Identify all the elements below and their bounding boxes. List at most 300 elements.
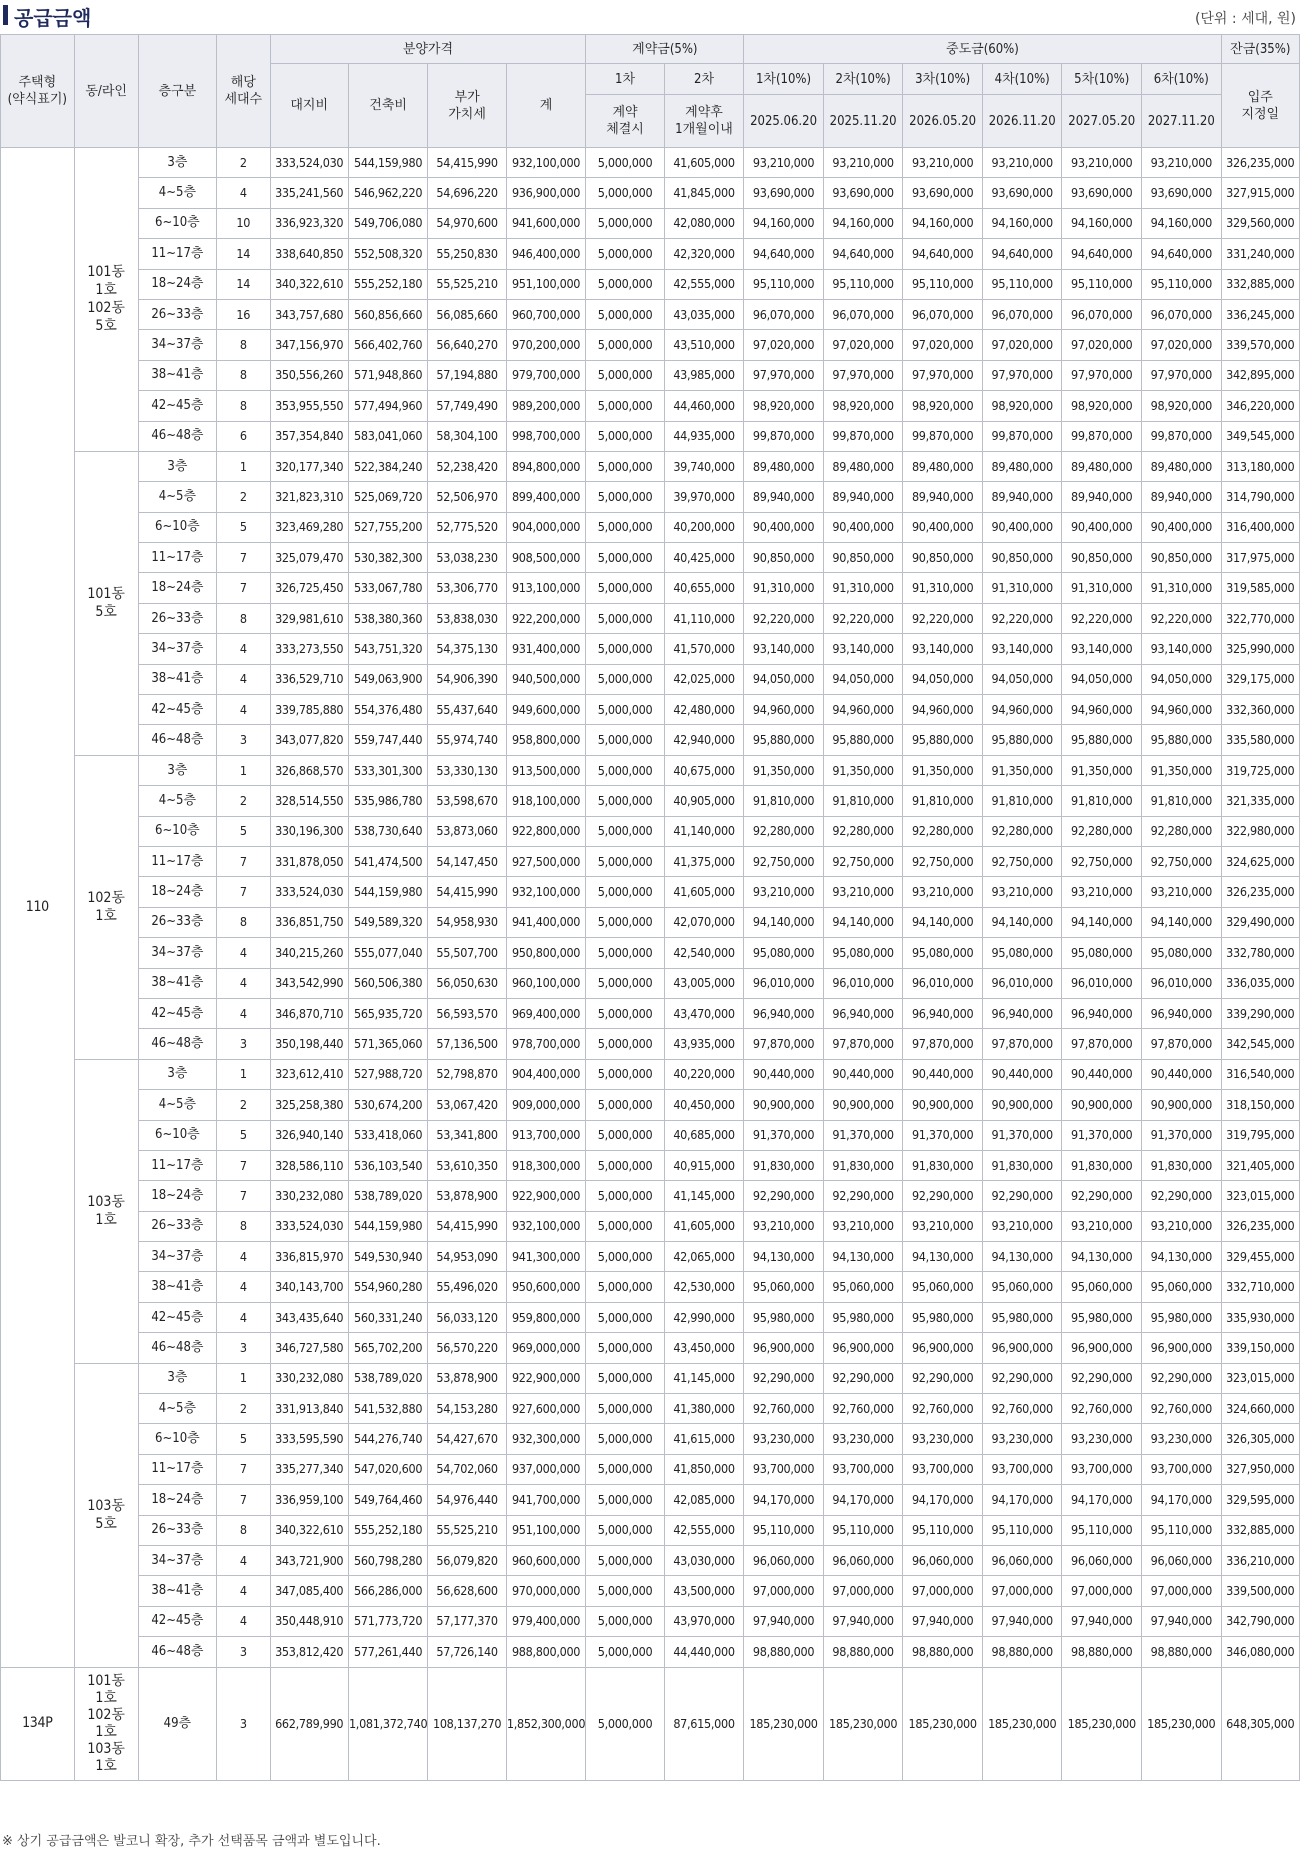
- table-row: [1, 907, 1300, 937]
- amount-cell: 92,760,000: [1062, 1394, 1142, 1424]
- amount-cell: 989,200,000: [506, 391, 586, 421]
- amount-cell: 92,290,000: [1142, 1363, 1222, 1393]
- units-cell: 7: [217, 543, 270, 573]
- amount-cell: 97,020,000: [903, 330, 983, 360]
- amount-cell: 323,612,410: [270, 1059, 348, 1089]
- amount-cell: 94,170,000: [823, 1485, 903, 1515]
- amount-cell: 92,750,000: [903, 846, 983, 876]
- amount-cell: 96,940,000: [1142, 998, 1222, 1028]
- amount-cell: 91,350,000: [1062, 755, 1142, 785]
- amount-cell: 93,210,000: [1062, 1211, 1142, 1241]
- amount-cell: 41,845,000: [664, 178, 744, 208]
- floor-cell: 6~10층: [138, 512, 216, 542]
- amount-cell: 91,310,000: [823, 573, 903, 603]
- table-row: [1, 1181, 1300, 1211]
- table-row: [1, 1363, 1300, 1393]
- amount-cell: 336,815,970: [270, 1242, 348, 1272]
- amount-cell: 1,852,300,000: [506, 1667, 586, 1780]
- amount-cell: 92,750,000: [982, 846, 1062, 876]
- units-cell: 4: [217, 1545, 270, 1575]
- amount-cell: 566,286,000: [348, 1576, 428, 1606]
- amount-cell: 98,880,000: [823, 1637, 903, 1667]
- amount-cell: 41,605,000: [664, 877, 744, 907]
- amount-cell: 326,235,000: [1221, 148, 1299, 178]
- floor-cell: 3층: [138, 148, 216, 178]
- amount-cell: 91,310,000: [982, 573, 1062, 603]
- amount-cell: 95,110,000: [1142, 1515, 1222, 1545]
- header-deposit-2-when: 계약후 1개월이내: [664, 95, 744, 148]
- table-row: [1, 1333, 1300, 1363]
- amount-cell: 342,895,000: [1221, 360, 1299, 390]
- amount-cell: 544,159,980: [348, 877, 428, 907]
- header-balance-when: 입주 지정일: [1221, 64, 1299, 148]
- amount-cell: 42,025,000: [664, 664, 744, 694]
- footnote: ※ 상기 공급금액은 발코니 확장, 추가 선택품목 금액과 별도입니다.: [2, 1834, 381, 1849]
- table-row: [1, 938, 1300, 968]
- amount-cell: 350,198,440: [270, 1029, 348, 1059]
- amount-cell: 346,727,580: [270, 1333, 348, 1363]
- amount-cell: 52,506,970: [428, 482, 506, 512]
- amount-cell: 321,823,310: [270, 482, 348, 512]
- amount-cell: 566,402,760: [348, 330, 428, 360]
- amount-cell: 340,215,260: [270, 938, 348, 968]
- amount-cell: 530,382,300: [348, 543, 428, 573]
- amount-cell: 931,400,000: [506, 634, 586, 664]
- amount-cell: 335,241,560: [270, 178, 348, 208]
- amount-cell: 314,790,000: [1221, 482, 1299, 512]
- amount-cell: 93,210,000: [1062, 148, 1142, 178]
- floor-cell: 3층: [138, 1059, 216, 1089]
- amount-cell: 99,870,000: [1142, 421, 1222, 451]
- floor-cell: 4~5층: [138, 786, 216, 816]
- units-cell: 8: [217, 360, 270, 390]
- floor-cell: 46~48층: [138, 1029, 216, 1059]
- amount-cell: 95,080,000: [823, 938, 903, 968]
- amount-cell: 40,200,000: [664, 512, 744, 542]
- amount-cell: 92,290,000: [744, 1363, 824, 1393]
- amount-cell: 41,615,000: [664, 1424, 744, 1454]
- dong-line-cell: 103동 5호: [74, 1363, 138, 1667]
- amount-cell: 41,140,000: [664, 816, 744, 846]
- amount-cell: 5,000,000: [586, 695, 664, 725]
- amount-cell: 346,080,000: [1221, 1637, 1299, 1667]
- amount-cell: 90,850,000: [1142, 543, 1222, 573]
- units-cell: 3: [217, 1029, 270, 1059]
- floor-cell: 4~5층: [138, 178, 216, 208]
- floor-cell: 42~45층: [138, 1302, 216, 1332]
- amount-cell: 53,873,060: [428, 816, 506, 846]
- amount-cell: 95,110,000: [903, 1515, 983, 1545]
- amount-cell: 5,000,000: [586, 725, 664, 755]
- amount-cell: 56,079,820: [428, 1545, 506, 1575]
- amount-cell: 339,290,000: [1221, 998, 1299, 1028]
- amount-cell: 347,156,970: [270, 330, 348, 360]
- floor-cell: 3층: [138, 755, 216, 785]
- amount-cell: 329,175,000: [1221, 664, 1299, 694]
- amount-cell: 91,810,000: [1142, 786, 1222, 816]
- amount-cell: 357,354,840: [270, 421, 348, 451]
- amount-cell: 54,970,600: [428, 208, 506, 238]
- amount-cell: 92,750,000: [823, 846, 903, 876]
- table-row: [1, 360, 1300, 390]
- header-interim-1: 1차(10%): [744, 64, 824, 95]
- amount-cell: 96,940,000: [1062, 998, 1142, 1028]
- floor-cell: 18~24층: [138, 877, 216, 907]
- amount-cell: 329,595,000: [1221, 1485, 1299, 1515]
- amount-cell: 98,920,000: [903, 391, 983, 421]
- amount-cell: 54,153,280: [428, 1394, 506, 1424]
- amount-cell: 91,810,000: [903, 786, 983, 816]
- amount-cell: 560,331,240: [348, 1302, 428, 1332]
- amount-cell: 57,749,490: [428, 391, 506, 421]
- amount-cell: 340,322,610: [270, 1515, 348, 1545]
- header-deposit-1-when: 계약 체결시: [586, 95, 664, 148]
- amount-cell: 92,220,000: [823, 603, 903, 633]
- amount-cell: 336,245,000: [1221, 299, 1299, 329]
- table-row: [1, 1667, 1300, 1780]
- table-row: [1, 1029, 1300, 1059]
- amount-cell: 93,210,000: [823, 877, 903, 907]
- amount-cell: 946,400,000: [506, 239, 586, 269]
- amount-cell: 533,067,780: [348, 573, 428, 603]
- amount-cell: 5,000,000: [586, 1545, 664, 1575]
- amount-cell: 5,000,000: [586, 998, 664, 1028]
- amount-cell: 5,000,000: [586, 938, 664, 968]
- amount-cell: 96,070,000: [903, 299, 983, 329]
- amount-cell: 54,427,670: [428, 1424, 506, 1454]
- amount-cell: 41,570,000: [664, 634, 744, 664]
- amount-cell: 343,077,820: [270, 725, 348, 755]
- units-cell: 8: [217, 1211, 270, 1241]
- floor-cell: 26~33층: [138, 1211, 216, 1241]
- amount-cell: 98,880,000: [1142, 1637, 1222, 1667]
- amount-cell: 52,798,870: [428, 1059, 506, 1089]
- header-deposit-1: 1차: [586, 64, 664, 95]
- amount-cell: 317,975,000: [1221, 543, 1299, 573]
- amount-cell: 43,970,000: [664, 1606, 744, 1636]
- amount-cell: 5,000,000: [586, 603, 664, 633]
- table-row: [1, 1394, 1300, 1424]
- amount-cell: 331,878,050: [270, 846, 348, 876]
- amount-cell: 346,220,000: [1221, 391, 1299, 421]
- amount-cell: 44,440,000: [664, 1637, 744, 1667]
- amount-cell: 350,448,910: [270, 1606, 348, 1636]
- header-interim-2: 2차(10%): [823, 64, 903, 95]
- amount-cell: 323,015,000: [1221, 1363, 1299, 1393]
- floor-cell: 26~33층: [138, 1515, 216, 1545]
- amount-cell: 92,290,000: [823, 1181, 903, 1211]
- amount-cell: 93,700,000: [823, 1454, 903, 1484]
- amount-cell: 525,069,720: [348, 482, 428, 512]
- amount-cell: 41,850,000: [664, 1454, 744, 1484]
- amount-cell: 90,900,000: [1142, 1090, 1222, 1120]
- table-row: [1, 877, 1300, 907]
- amount-cell: 93,210,000: [903, 148, 983, 178]
- amount-cell: 93,230,000: [1062, 1424, 1142, 1454]
- amount-cell: 5,000,000: [586, 148, 664, 178]
- units-cell: 1: [217, 1363, 270, 1393]
- amount-cell: 904,400,000: [506, 1059, 586, 1089]
- table-row: [1, 299, 1300, 329]
- amount-cell: 95,060,000: [982, 1272, 1062, 1302]
- amount-cell: 97,970,000: [823, 360, 903, 390]
- units-cell: 1: [217, 755, 270, 785]
- header-interim-3-date: 2026.05.20: [903, 95, 983, 148]
- amount-cell: 533,418,060: [348, 1120, 428, 1150]
- amount-cell: 94,640,000: [823, 239, 903, 269]
- amount-cell: 91,830,000: [1062, 1150, 1142, 1180]
- amount-cell: 41,145,000: [664, 1363, 744, 1393]
- amount-cell: 40,675,000: [664, 755, 744, 785]
- amount-cell: 97,970,000: [1062, 360, 1142, 390]
- amount-cell: 93,140,000: [903, 634, 983, 664]
- amount-cell: 326,235,000: [1221, 1211, 1299, 1241]
- amount-cell: 92,220,000: [903, 603, 983, 633]
- floor-cell: 11~17층: [138, 1150, 216, 1180]
- supply-price-table: [0, 34, 1300, 1781]
- header-interim-1-date: 2025.06.20: [744, 95, 824, 148]
- amount-cell: 94,640,000: [1062, 239, 1142, 269]
- floor-cell: 11~17층: [138, 239, 216, 269]
- amount-cell: 185,230,000: [903, 1667, 983, 1780]
- header-house-type: 주택형 (약식표기): [1, 35, 75, 148]
- table-row: [1, 178, 1300, 208]
- amount-cell: 95,060,000: [744, 1272, 824, 1302]
- amount-cell: 96,940,000: [823, 998, 903, 1028]
- house-type-cell: 134P: [1, 1667, 75, 1780]
- amount-cell: 336,959,100: [270, 1485, 348, 1515]
- amount-cell: 5,000,000: [586, 816, 664, 846]
- amount-cell: 343,757,680: [270, 299, 348, 329]
- amount-cell: 97,000,000: [903, 1576, 983, 1606]
- floor-cell: 49층: [138, 1667, 216, 1780]
- header-interim: 중도금(60%): [744, 35, 1221, 64]
- amount-cell: 332,710,000: [1221, 1272, 1299, 1302]
- amount-cell: 42,065,000: [664, 1242, 744, 1272]
- amount-cell: 98,880,000: [1062, 1637, 1142, 1667]
- amount-cell: 941,700,000: [506, 1485, 586, 1515]
- amount-cell: 538,789,020: [348, 1363, 428, 1393]
- amount-cell: 92,290,000: [1142, 1181, 1222, 1211]
- amount-cell: 96,010,000: [744, 968, 824, 998]
- table-row: [1, 998, 1300, 1028]
- amount-cell: 94,160,000: [823, 208, 903, 238]
- amount-cell: 323,015,000: [1221, 1181, 1299, 1211]
- amount-cell: 52,775,520: [428, 512, 506, 542]
- amount-cell: 347,085,400: [270, 1576, 348, 1606]
- amount-cell: 96,010,000: [1062, 968, 1142, 998]
- amount-cell: 91,350,000: [1142, 755, 1222, 785]
- amount-cell: 960,100,000: [506, 968, 586, 998]
- amount-cell: 92,290,000: [903, 1363, 983, 1393]
- amount-cell: 94,160,000: [744, 208, 824, 238]
- header-total: 계: [506, 64, 586, 148]
- amount-cell: 94,140,000: [1062, 907, 1142, 937]
- amount-cell: 5,000,000: [586, 846, 664, 876]
- amount-cell: 565,702,200: [348, 1333, 428, 1363]
- amount-cell: 533,301,300: [348, 755, 428, 785]
- amount-cell: 42,940,000: [664, 725, 744, 755]
- amount-cell: 93,210,000: [1142, 1211, 1222, 1241]
- amount-cell: 339,570,000: [1221, 330, 1299, 360]
- amount-cell: 543,751,320: [348, 634, 428, 664]
- floor-cell: 6~10층: [138, 816, 216, 846]
- floor-cell: 42~45층: [138, 998, 216, 1028]
- amount-cell: 941,600,000: [506, 208, 586, 238]
- amount-cell: 950,600,000: [506, 1272, 586, 1302]
- amount-cell: 549,706,080: [348, 208, 428, 238]
- amount-cell: 185,230,000: [823, 1667, 903, 1780]
- amount-cell: 94,130,000: [823, 1242, 903, 1272]
- amount-cell: 95,060,000: [1142, 1272, 1222, 1302]
- amount-cell: 97,870,000: [982, 1029, 1062, 1059]
- table-row: [1, 1150, 1300, 1180]
- amount-cell: 93,210,000: [744, 148, 824, 178]
- amount-cell: 92,220,000: [744, 603, 824, 633]
- units-cell: 4: [217, 968, 270, 998]
- amount-cell: 91,370,000: [823, 1120, 903, 1150]
- amount-cell: 936,900,000: [506, 178, 586, 208]
- amount-cell: 90,440,000: [1142, 1059, 1222, 1089]
- amount-cell: 5,000,000: [586, 1333, 664, 1363]
- amount-cell: 899,400,000: [506, 482, 586, 512]
- amount-cell: 95,980,000: [1062, 1302, 1142, 1332]
- units-cell: 14: [217, 239, 270, 269]
- amount-cell: 44,460,000: [664, 391, 744, 421]
- amount-cell: 5,000,000: [586, 968, 664, 998]
- amount-cell: 5,000,000: [586, 1515, 664, 1545]
- amount-cell: 93,210,000: [1142, 877, 1222, 907]
- floor-cell: 42~45층: [138, 1606, 216, 1636]
- amount-cell: 56,628,600: [428, 1576, 506, 1606]
- amount-cell: 316,540,000: [1221, 1059, 1299, 1089]
- amount-cell: 89,940,000: [823, 482, 903, 512]
- amount-cell: 96,060,000: [903, 1545, 983, 1575]
- amount-cell: 339,150,000: [1221, 1333, 1299, 1363]
- amount-cell: 53,838,030: [428, 603, 506, 633]
- amount-cell: 93,690,000: [823, 178, 903, 208]
- amount-cell: 342,545,000: [1221, 1029, 1299, 1059]
- amount-cell: 53,878,900: [428, 1363, 506, 1393]
- amount-cell: 583,041,060: [348, 421, 428, 451]
- amount-cell: 331,240,000: [1221, 239, 1299, 269]
- table-row: [1, 968, 1300, 998]
- amount-cell: 93,140,000: [982, 634, 1062, 664]
- amount-cell: 97,000,000: [823, 1576, 903, 1606]
- amount-cell: 96,010,000: [903, 968, 983, 998]
- amount-cell: 93,700,000: [744, 1454, 824, 1484]
- amount-cell: 53,610,350: [428, 1150, 506, 1180]
- header-vat: 부가 가치세: [428, 64, 506, 148]
- amount-cell: 988,800,000: [506, 1637, 586, 1667]
- amount-cell: 94,170,000: [744, 1485, 824, 1515]
- amount-cell: 5,000,000: [586, 512, 664, 542]
- amount-cell: 97,020,000: [982, 330, 1062, 360]
- amount-cell: 52,238,420: [428, 451, 506, 481]
- amount-cell: 94,960,000: [903, 695, 983, 725]
- amount-cell: 87,615,000: [664, 1667, 744, 1780]
- header-interim-5-date: 2027.05.20: [1062, 95, 1142, 148]
- amount-cell: 93,210,000: [1142, 148, 1222, 178]
- table-row: [1, 543, 1300, 573]
- floor-cell: 42~45층: [138, 391, 216, 421]
- amount-cell: 5,000,000: [586, 907, 664, 937]
- table-row: [1, 755, 1300, 785]
- amount-cell: 97,870,000: [903, 1029, 983, 1059]
- amount-cell: 185,230,000: [744, 1667, 824, 1780]
- amount-cell: 330,232,080: [270, 1181, 348, 1211]
- amount-cell: 55,437,640: [428, 695, 506, 725]
- floor-cell: 4~5층: [138, 482, 216, 512]
- amount-cell: 92,290,000: [1062, 1181, 1142, 1211]
- amount-cell: 94,050,000: [1142, 664, 1222, 694]
- table-row: [1, 1515, 1300, 1545]
- floor-cell: 6~10층: [138, 208, 216, 238]
- amount-cell: 92,280,000: [1142, 816, 1222, 846]
- amount-cell: 913,100,000: [506, 573, 586, 603]
- amount-cell: 554,376,480: [348, 695, 428, 725]
- amount-cell: 97,940,000: [903, 1606, 983, 1636]
- floor-cell: 11~17층: [138, 543, 216, 573]
- amount-cell: 94,170,000: [903, 1485, 983, 1515]
- amount-cell: 577,494,960: [348, 391, 428, 421]
- amount-cell: 5,000,000: [586, 1485, 664, 1515]
- units-cell: 7: [217, 1454, 270, 1484]
- units-cell: 14: [217, 269, 270, 299]
- amount-cell: 333,595,590: [270, 1424, 348, 1454]
- table-row: [1, 664, 1300, 694]
- amount-cell: 560,798,280: [348, 1545, 428, 1575]
- amount-cell: 91,830,000: [823, 1150, 903, 1180]
- amount-cell: 93,700,000: [1062, 1454, 1142, 1484]
- amount-cell: 43,500,000: [664, 1576, 744, 1606]
- units-cell: 5: [217, 512, 270, 542]
- amount-cell: 95,980,000: [1142, 1302, 1222, 1332]
- amount-cell: 89,480,000: [903, 451, 983, 481]
- amount-cell: 98,920,000: [1142, 391, 1222, 421]
- amount-cell: 353,955,550: [270, 391, 348, 421]
- units-cell: 4: [217, 998, 270, 1028]
- table-row: [1, 695, 1300, 725]
- amount-cell: 89,480,000: [744, 451, 824, 481]
- amount-cell: 93,210,000: [823, 1211, 903, 1241]
- table-row: [1, 1242, 1300, 1272]
- amount-cell: 40,685,000: [664, 1120, 744, 1150]
- table-row: [1, 1606, 1300, 1636]
- amount-cell: 56,570,220: [428, 1333, 506, 1363]
- amount-cell: 91,350,000: [823, 755, 903, 785]
- amount-cell: 536,103,540: [348, 1150, 428, 1180]
- amount-cell: 927,600,000: [506, 1394, 586, 1424]
- amount-cell: 91,830,000: [1142, 1150, 1222, 1180]
- header-dong-line: 동/라인: [74, 35, 138, 148]
- amount-cell: 333,524,030: [270, 877, 348, 907]
- amount-cell: 91,310,000: [1062, 573, 1142, 603]
- amount-cell: 95,980,000: [903, 1302, 983, 1332]
- amount-cell: 94,160,000: [982, 208, 1062, 238]
- amount-cell: 322,980,000: [1221, 816, 1299, 846]
- amount-cell: 333,524,030: [270, 1211, 348, 1241]
- table-row: [1, 1120, 1300, 1150]
- units-cell: 1: [217, 1059, 270, 1089]
- amount-cell: 56,640,270: [428, 330, 506, 360]
- amount-cell: 319,795,000: [1221, 1120, 1299, 1150]
- amount-cell: 94,170,000: [1062, 1485, 1142, 1515]
- units-cell: 5: [217, 1120, 270, 1150]
- amount-cell: 92,750,000: [1142, 846, 1222, 876]
- amount-cell: 42,990,000: [664, 1302, 744, 1332]
- floor-cell: 6~10층: [138, 1424, 216, 1454]
